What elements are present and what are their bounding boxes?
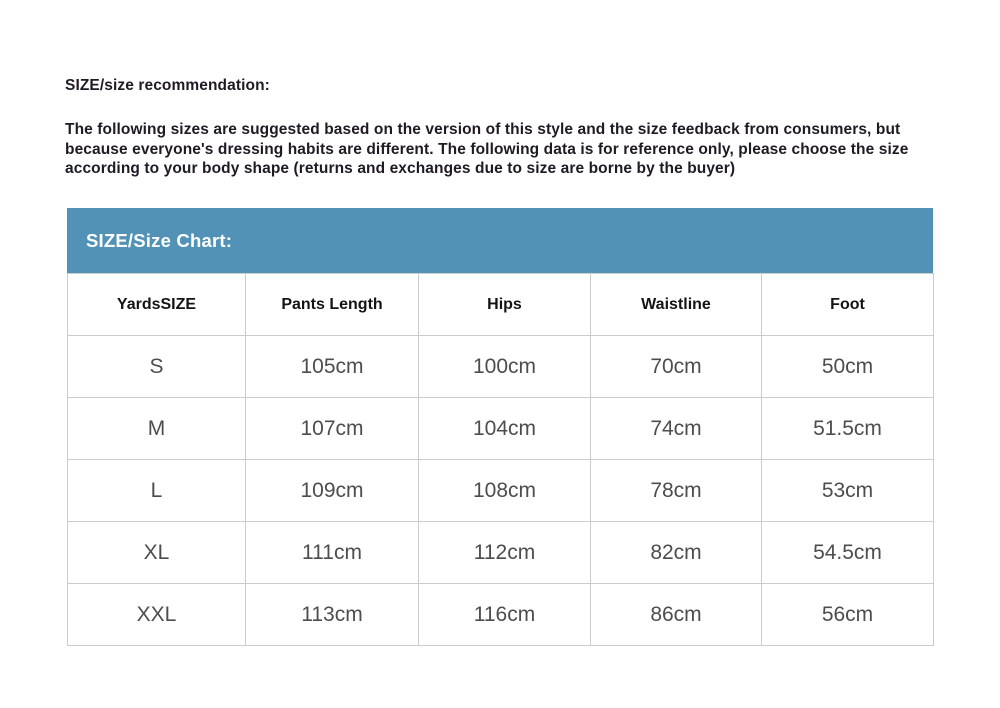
size-label: S	[68, 336, 246, 398]
waistline-value: 70cm	[591, 336, 762, 398]
hips-value: 108cm	[419, 460, 591, 522]
hips-value: 100cm	[419, 336, 591, 398]
table-header-row	[68, 274, 934, 336]
size-recommendation-description: The following sizes are suggested based on the version of this style and the size feedback from consumers, but because everyone's dressing habits are different. The following data is for reference only, please choose the size according to your body shape (returns and exchanges due to size are borne by the buyer)	[65, 121, 909, 177]
table-row-m	[68, 398, 934, 460]
column-header-yards-size: YardsSIZE	[68, 274, 246, 336]
column-header-hips: Hips	[419, 274, 591, 336]
hips-value: 112cm	[419, 522, 591, 584]
pants-length-value: 105cm	[246, 336, 419, 398]
foot-value: 51.5cm	[762, 398, 934, 460]
table-row-l	[68, 460, 934, 522]
size-label: M	[68, 398, 246, 460]
pants-length-value: 107cm	[246, 398, 419, 460]
foot-value: 50cm	[762, 336, 934, 398]
waistline-value: 82cm	[591, 522, 762, 584]
foot-value: 54.5cm	[762, 522, 934, 584]
pants-length-value: 109cm	[246, 460, 419, 522]
column-header-waistline: Waistline	[591, 274, 762, 336]
waistline-value: 78cm	[591, 460, 762, 522]
table-row-xxl	[68, 584, 934, 646]
column-header-foot: Foot	[762, 274, 934, 336]
waistline-value: 74cm	[591, 398, 762, 460]
size-chart-table	[67, 273, 934, 646]
size-chart-banner	[67, 208, 933, 273]
size-chart-banner-label: SIZE/Size Chart:	[86, 229, 233, 251]
foot-value: 53cm	[762, 460, 934, 522]
hips-value: 104cm	[419, 398, 591, 460]
pants-length-value: 113cm	[246, 584, 419, 646]
foot-value: 56cm	[762, 584, 934, 646]
column-header-pants-length: Pants Length	[246, 274, 419, 336]
size-label: L	[68, 460, 246, 522]
table-row-s	[68, 336, 934, 398]
size-label: XL	[68, 522, 246, 584]
hips-value: 116cm	[419, 584, 591, 646]
waistline-value: 86cm	[591, 584, 762, 646]
pants-length-value: 111cm	[246, 522, 419, 584]
size-label: XXL	[68, 584, 246, 646]
page-title: SIZE/size recommendation:	[65, 77, 270, 94]
table-row-xl	[68, 522, 934, 584]
